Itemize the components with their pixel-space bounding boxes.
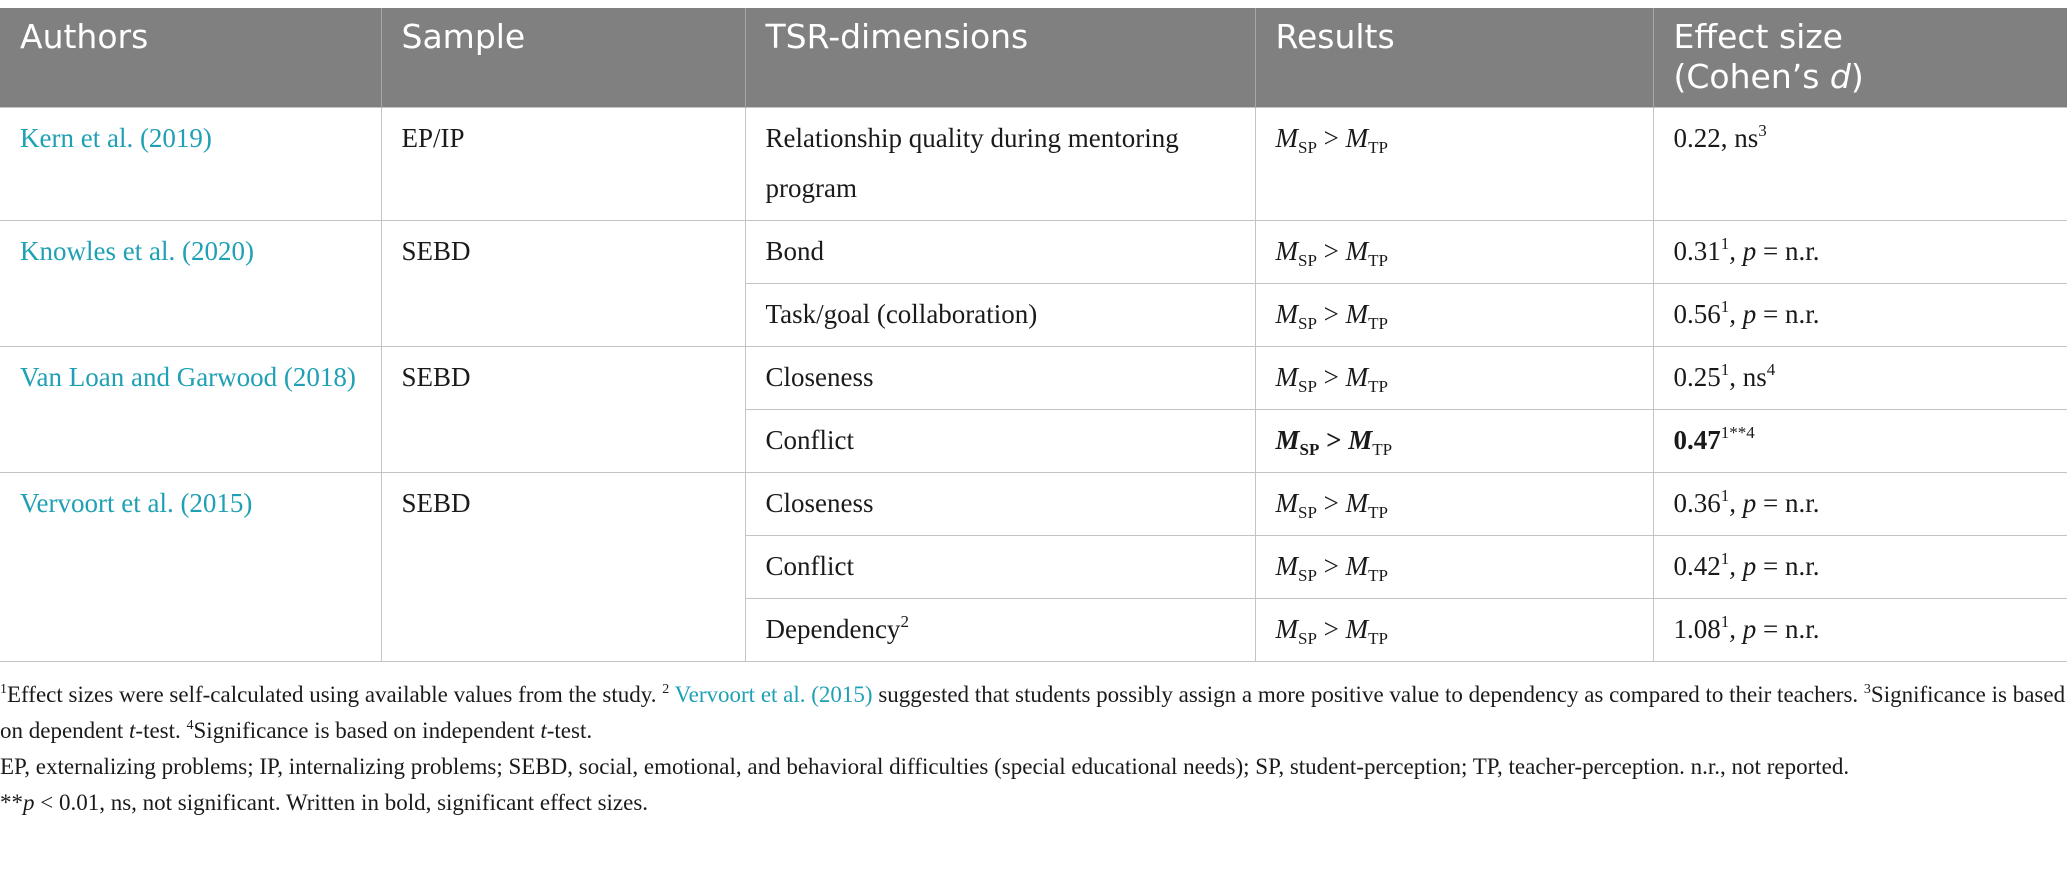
effect-value: 1.08 [1673, 614, 1721, 644]
result-m2: M [1348, 425, 1373, 455]
result-cell [1255, 410, 1653, 473]
result-sp: SP [1298, 377, 1317, 396]
footnote-text: -test. [135, 718, 187, 743]
footnote-text: Significance is based on independent [193, 718, 541, 743]
footnote-1 [0, 677, 2067, 749]
tsr-dimension-cell: Bond [745, 221, 1255, 284]
result-gt: > [1319, 425, 1349, 455]
footnote-significance [0, 785, 2067, 821]
effect-value: 0.22, ns [1673, 123, 1759, 153]
header-cohens-label: (Cohen’s [1673, 57, 1830, 96]
result-cell [1255, 284, 1653, 347]
effect-footnote: 1 [1720, 549, 1730, 568]
result-cell [1255, 599, 1653, 662]
footnote-t: t [540, 718, 547, 743]
effect-size-cell [1653, 410, 2067, 473]
author-cell[interactable]: Vervoort et al. (2015) [0, 473, 381, 662]
table-footnotes [0, 677, 2067, 821]
result-gt: > [1316, 123, 1346, 153]
tsr-dimension-cell: Relationship quality during mentoring program [745, 108, 1255, 221]
result-m2: M [1345, 236, 1369, 266]
sample-cell: SEBD [381, 347, 745, 473]
result-gt: > [1316, 299, 1346, 329]
result-sp: SP [1298, 251, 1317, 270]
sample-cell: SEBD [381, 221, 745, 347]
effect-p: , p [1729, 236, 1757, 266]
footnote-text: Effect sizes were self-calculated using available values from the study. [7, 682, 663, 707]
effect-footnote: 1 [1720, 612, 1730, 631]
result-tp: TP [1372, 440, 1393, 459]
result-sp: SP [1298, 503, 1317, 522]
effect-value: 0.36 [1673, 488, 1721, 518]
result-m: M [1275, 551, 1298, 581]
header-sample: Sample [381, 8, 745, 108]
result-tp: TP [1368, 377, 1388, 396]
tsr-dimension-cell: Conflict [745, 410, 1255, 473]
tsr-dimension-cell [745, 599, 1255, 662]
footnote-marker: 3 [1863, 682, 1871, 697]
tsr-dimension-cell: Closeness [745, 473, 1255, 536]
result-m: M [1275, 362, 1298, 392]
effect-footnote: 1**4 [1720, 423, 1755, 442]
table-row [0, 473, 2067, 536]
effect-size-cell [1653, 473, 2067, 536]
tsr-dimension-cell: Task/goal (collaboration) [745, 284, 1255, 347]
effect-p-value: = n.r. [1756, 299, 1820, 329]
footnote-t: t [129, 718, 136, 743]
effect-value: 0.47 [1673, 425, 1721, 455]
result-m2: M [1345, 551, 1369, 581]
result-gt: > [1316, 551, 1346, 581]
header-tsr-dimensions: TSR-dimensions [745, 8, 1255, 108]
effect-size-cell [1653, 108, 2067, 221]
tsr-dimension-cell: Closeness [745, 347, 1255, 410]
result-gt: > [1316, 362, 1346, 392]
dimension-text: Dependency [765, 614, 901, 644]
footnote-p: p [23, 790, 35, 815]
effect-p-value: = n.r. [1756, 551, 1820, 581]
effect-size-cell [1653, 284, 2067, 347]
tsr-table [0, 8, 2067, 662]
header-effect-size-label: Effect size [1673, 17, 1843, 56]
table-row [0, 108, 2067, 221]
effect-p-value: = n.r. [1756, 488, 1820, 518]
effect-value: 0.42 [1673, 551, 1721, 581]
result-m: M [1275, 123, 1298, 153]
result-cell [1255, 473, 1653, 536]
effect-p: , p [1729, 488, 1757, 518]
result-sp: SP [1298, 629, 1317, 648]
author-cell[interactable]: Van Loan and Garwood (2018) [0, 347, 381, 473]
effect-value: 0.25 [1673, 362, 1721, 392]
header-results: Results [1255, 8, 1653, 108]
header-cohens-d: d [1829, 57, 1851, 96]
effect-size-cell [1653, 221, 2067, 284]
effect-ns: , ns [1729, 362, 1767, 392]
footnote-text: ** [0, 790, 23, 815]
result-tp: TP [1368, 251, 1388, 270]
effect-size-cell [1653, 536, 2067, 599]
result-sp: SP [1298, 314, 1317, 333]
table-header-row [0, 8, 2067, 108]
result-tp: TP [1368, 503, 1388, 522]
result-sp: SP [1299, 440, 1320, 459]
result-m: M [1275, 425, 1300, 455]
result-m: M [1275, 488, 1298, 518]
header-cohens-close: ) [1850, 57, 1864, 96]
result-m: M [1275, 614, 1298, 644]
footnote-marker: 1 [0, 682, 7, 697]
footnote-text: Significance is based on dependent [0, 682, 2066, 743]
result-sp: SP [1298, 566, 1317, 585]
effect-p: , p [1729, 551, 1757, 581]
result-cell [1255, 536, 1653, 599]
effect-footnote: 1 [1720, 486, 1730, 505]
effect-footnote: 1 [1720, 297, 1730, 316]
result-m: M [1275, 299, 1298, 329]
dimension-footnote: 2 [900, 612, 909, 631]
footnote-text: -test. [546, 718, 593, 743]
result-m: M [1275, 236, 1298, 266]
footnote-marker: 4 [186, 718, 194, 733]
result-m2: M [1345, 614, 1369, 644]
footnote-marker: 2 [662, 682, 670, 697]
header-effect-size [1653, 8, 2067, 108]
result-sp: SP [1298, 138, 1317, 157]
footnote-text: < 0.01, ns, not significant. Written in bold, significant effect sizes. [34, 790, 649, 815]
result-tp: TP [1368, 138, 1388, 157]
result-tp: TP [1368, 314, 1388, 333]
sample-cell: SEBD [381, 473, 745, 662]
effect-value: 0.31 [1673, 236, 1721, 266]
result-m2: M [1345, 123, 1369, 153]
citation-link[interactable]: Vervoort et al. (2015) [674, 682, 873, 707]
author-cell[interactable]: Kern et al. (2019) [0, 108, 381, 221]
result-gt: > [1316, 236, 1346, 266]
effect-p: , p [1729, 299, 1757, 329]
effect-footnote-2: 4 [1766, 360, 1776, 379]
result-cell [1255, 221, 1653, 284]
effect-p-value: = n.r. [1756, 236, 1820, 266]
footnote-text: suggested that students possibly assign a more positive value to dependency as compared to their teachers. [872, 682, 1864, 707]
table-row [0, 221, 2067, 284]
result-tp: TP [1368, 566, 1388, 585]
table-row [0, 347, 2067, 410]
effect-footnote: 3 [1758, 121, 1767, 140]
author-cell[interactable]: Knowles et al. (2020) [0, 221, 381, 347]
result-tp: TP [1368, 629, 1388, 648]
effect-value: 0.56 [1673, 299, 1721, 329]
result-gt: > [1316, 614, 1346, 644]
effect-footnote: 1 [1720, 360, 1730, 379]
effect-footnote: 1 [1720, 234, 1730, 253]
header-authors: Authors [0, 8, 381, 108]
effect-p: , p [1729, 614, 1757, 644]
sample-cell: EP/IP [381, 108, 745, 221]
effect-size-cell [1653, 347, 2067, 410]
result-cell [1255, 108, 1653, 221]
effect-size-cell [1653, 599, 2067, 662]
result-m2: M [1345, 299, 1369, 329]
result-gt: > [1316, 488, 1346, 518]
effect-p-value: = n.r. [1756, 614, 1820, 644]
result-cell [1255, 347, 1653, 410]
tsr-dimension-cell: Conflict [745, 536, 1255, 599]
result-m2: M [1345, 488, 1369, 518]
result-m2: M [1345, 362, 1369, 392]
footnote-abbreviations: EP, externalizing problems; IP, internalizing problems; SEBD, social, emotional, and behavioral difficulties (special educational needs); SP, student-perception; TP, teacher-perception. n.r., not reported. [0, 754, 1850, 779]
